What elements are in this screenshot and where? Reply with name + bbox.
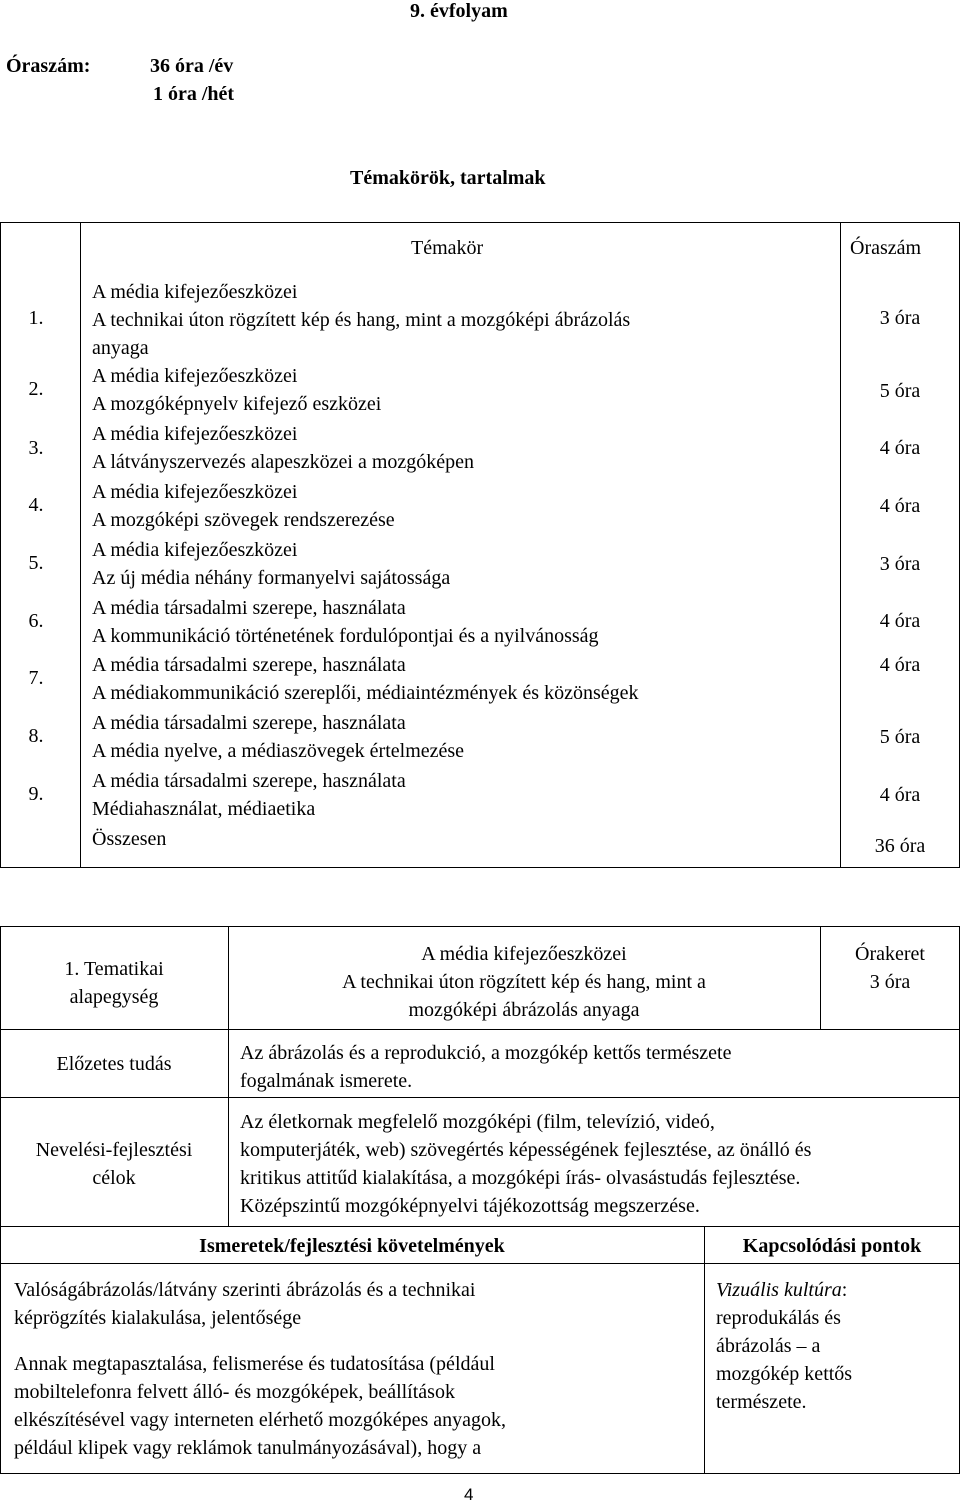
- topic-line: A látványszervezés alapeszközei a mozgóképen: [92, 451, 475, 473]
- topic-line: A média kifejezőeszközei: [92, 423, 298, 445]
- prior-knowledge-text: [240, 1039, 731, 1095]
- requirement-line: Annak megtapasztalása, felismerése és tudatosítása (például: [14, 1353, 495, 1375]
- row-topic: [92, 594, 599, 650]
- goals-line: Az életkornak megfelelő mozgóképi (film, televízió, videó,: [240, 1111, 715, 1133]
- requirements-header: Ismeretek/fejlesztési követelmények: [199, 1235, 505, 1257]
- requirement-line: mobiltelefonra felvett álló- és mozgóképek, beállítások: [14, 1381, 455, 1403]
- total-label: Összesen: [92, 828, 167, 850]
- topic-line: A média társadalmi szerepe, használata: [92, 597, 406, 619]
- topic-line: A mozgóképi szövegek rendszerezése: [92, 509, 395, 531]
- row-number: 5.: [28, 552, 44, 574]
- total-hours: 36 óra: [874, 835, 926, 857]
- links-text: [716, 1276, 852, 1416]
- row-number: 1.: [28, 307, 44, 329]
- unit-label-line: 1. Tematikai: [64, 958, 164, 980]
- link-colon: :: [841, 1279, 848, 1301]
- prior-line: Az ábrázolás és a reprodukció, a mozgókép kettős természete: [240, 1042, 732, 1064]
- prior-line: fogalmának ismerete.: [240, 1070, 413, 1092]
- topic-line: A média nyelve, a médiaszövegek értelmezése: [92, 740, 465, 762]
- row-hours: 3 óra: [879, 553, 921, 575]
- row-hours: 4 óra: [879, 654, 921, 676]
- topic-line: A média kifejezőeszközei: [92, 481, 298, 503]
- row-number: 3.: [28, 437, 44, 459]
- row-number: 7.: [28, 667, 44, 689]
- row-topic: [92, 420, 474, 476]
- row-topic: [92, 767, 406, 823]
- unit-title-line: A technikai úton rögzített kép és hang, mint a: [342, 971, 706, 993]
- row-hours: 5 óra: [879, 380, 921, 402]
- requirement-line: például klipek vagy reklámok tanulmányozásával), hogy a: [14, 1437, 482, 1459]
- unit-title-line: mozgóképi ábrázolás anyaga: [408, 999, 640, 1021]
- hours-per-year: 36 óra /év: [150, 55, 234, 77]
- row-topic: [92, 362, 381, 418]
- row-number: 9.: [28, 783, 44, 805]
- unit-title: [228, 940, 820, 1024]
- topic-line: Az új média néhány formanyelvi sajátossága: [92, 567, 451, 589]
- goals-label-line: célok: [92, 1167, 136, 1189]
- hours-label: Óraszám:: [6, 55, 91, 77]
- topic-line: anyaga: [92, 337, 149, 359]
- row-hours: 3 óra: [879, 307, 921, 329]
- requirement-line: Valóságábrázolás/látvány szerinti ábrázolás és a technikai: [14, 1279, 476, 1301]
- row-hours: 5 óra: [879, 726, 921, 748]
- topic-line: A média társadalmi szerepe, használata: [92, 712, 406, 734]
- row-hours: 4 óra: [879, 495, 921, 517]
- unit-title-line: A média kifejezőeszközei: [421, 943, 627, 965]
- page-number: 4: [464, 1485, 474, 1504]
- row-number: 8.: [28, 725, 44, 747]
- topic-line: A média kifejezőeszközei: [92, 365, 298, 387]
- hour-frame-value: 3 óra: [869, 971, 911, 993]
- hours-per-week: 1 óra /hét: [153, 83, 235, 105]
- topic-line: A médiakommunikáció szereplői, médiaintézmények és közönségek: [92, 682, 639, 704]
- requirement-line: elkészítésével vagy interneten elérhető mozgóképes anyagok,: [14, 1409, 507, 1431]
- topic-line: A média kifejezőeszközei: [92, 539, 298, 561]
- topic-line: A média társadalmi szerepe, használata: [92, 654, 406, 676]
- goals-label-line: Nevelési-fejlesztési: [35, 1139, 193, 1161]
- link-line: reprodukálás és: [716, 1307, 841, 1329]
- topic-line: A mozgóképnyelv kifejező eszközei: [92, 393, 382, 415]
- prior-knowledge-label: Előzetes tudás: [56, 1053, 172, 1075]
- topic-line: A technikai úton rögzített kép és hang, mint a mozgóképi ábrázolás: [92, 309, 631, 331]
- link-subject: Vizuális kultúra: [716, 1279, 842, 1301]
- goals-line: komputerjáték, web) szövegértés képességének fejlesztése, az önálló és: [240, 1139, 812, 1161]
- hour-frame-label: Órakeret: [855, 943, 925, 965]
- topic-line: A média kifejezőeszközei: [92, 281, 298, 303]
- topics-title: Témakörök, tartalmak: [350, 167, 546, 189]
- goals-line: Középszintű mozgóképnyelvi tájékozottság megszerzése.: [240, 1195, 700, 1217]
- unit-label: [0, 955, 228, 1011]
- row-number: 6.: [28, 610, 44, 632]
- requirement-line: képrögzítés kialakulása, jelentősége: [14, 1307, 302, 1329]
- link-line: ábrázolás – a: [716, 1335, 821, 1357]
- grade-title: 9. évfolyam: [410, 0, 508, 22]
- goals-label: [0, 1136, 228, 1192]
- goals-line: kritikus attitűd kialakítása, a mozgóképi írás- olvasástudás fejlesztése.: [240, 1167, 801, 1189]
- hour-frame: [820, 940, 960, 996]
- column-header-hours: Óraszám: [850, 237, 922, 259]
- link-line: természete.: [716, 1391, 807, 1413]
- topic-line: Médiahasználat, médiaetika: [92, 798, 316, 820]
- row-topic: [92, 278, 630, 362]
- row-hours: 4 óra: [879, 610, 921, 632]
- topic-line: A média társadalmi szerepe, használata: [92, 770, 406, 792]
- row-number: 2.: [28, 378, 44, 400]
- links-header: Kapcsolódási pontok: [742, 1235, 922, 1257]
- row-topic: [92, 709, 464, 765]
- requirements-text: [14, 1276, 506, 1462]
- row-topic: [92, 536, 450, 592]
- goals-text: [240, 1108, 811, 1220]
- column-header-topic: Témakör: [411, 237, 484, 259]
- row-topic: [92, 478, 395, 534]
- topic-line: A kommunikáció történetének fordulópontjai és a nyilvánosság: [92, 625, 599, 647]
- link-line: mozgókép kettős: [716, 1363, 853, 1385]
- row-hours: 4 óra: [879, 784, 921, 806]
- unit-label-line: alapegység: [69, 986, 159, 1008]
- row-topic: [92, 651, 639, 707]
- row-number: 4.: [28, 494, 44, 516]
- row-hours: 4 óra: [879, 437, 921, 459]
